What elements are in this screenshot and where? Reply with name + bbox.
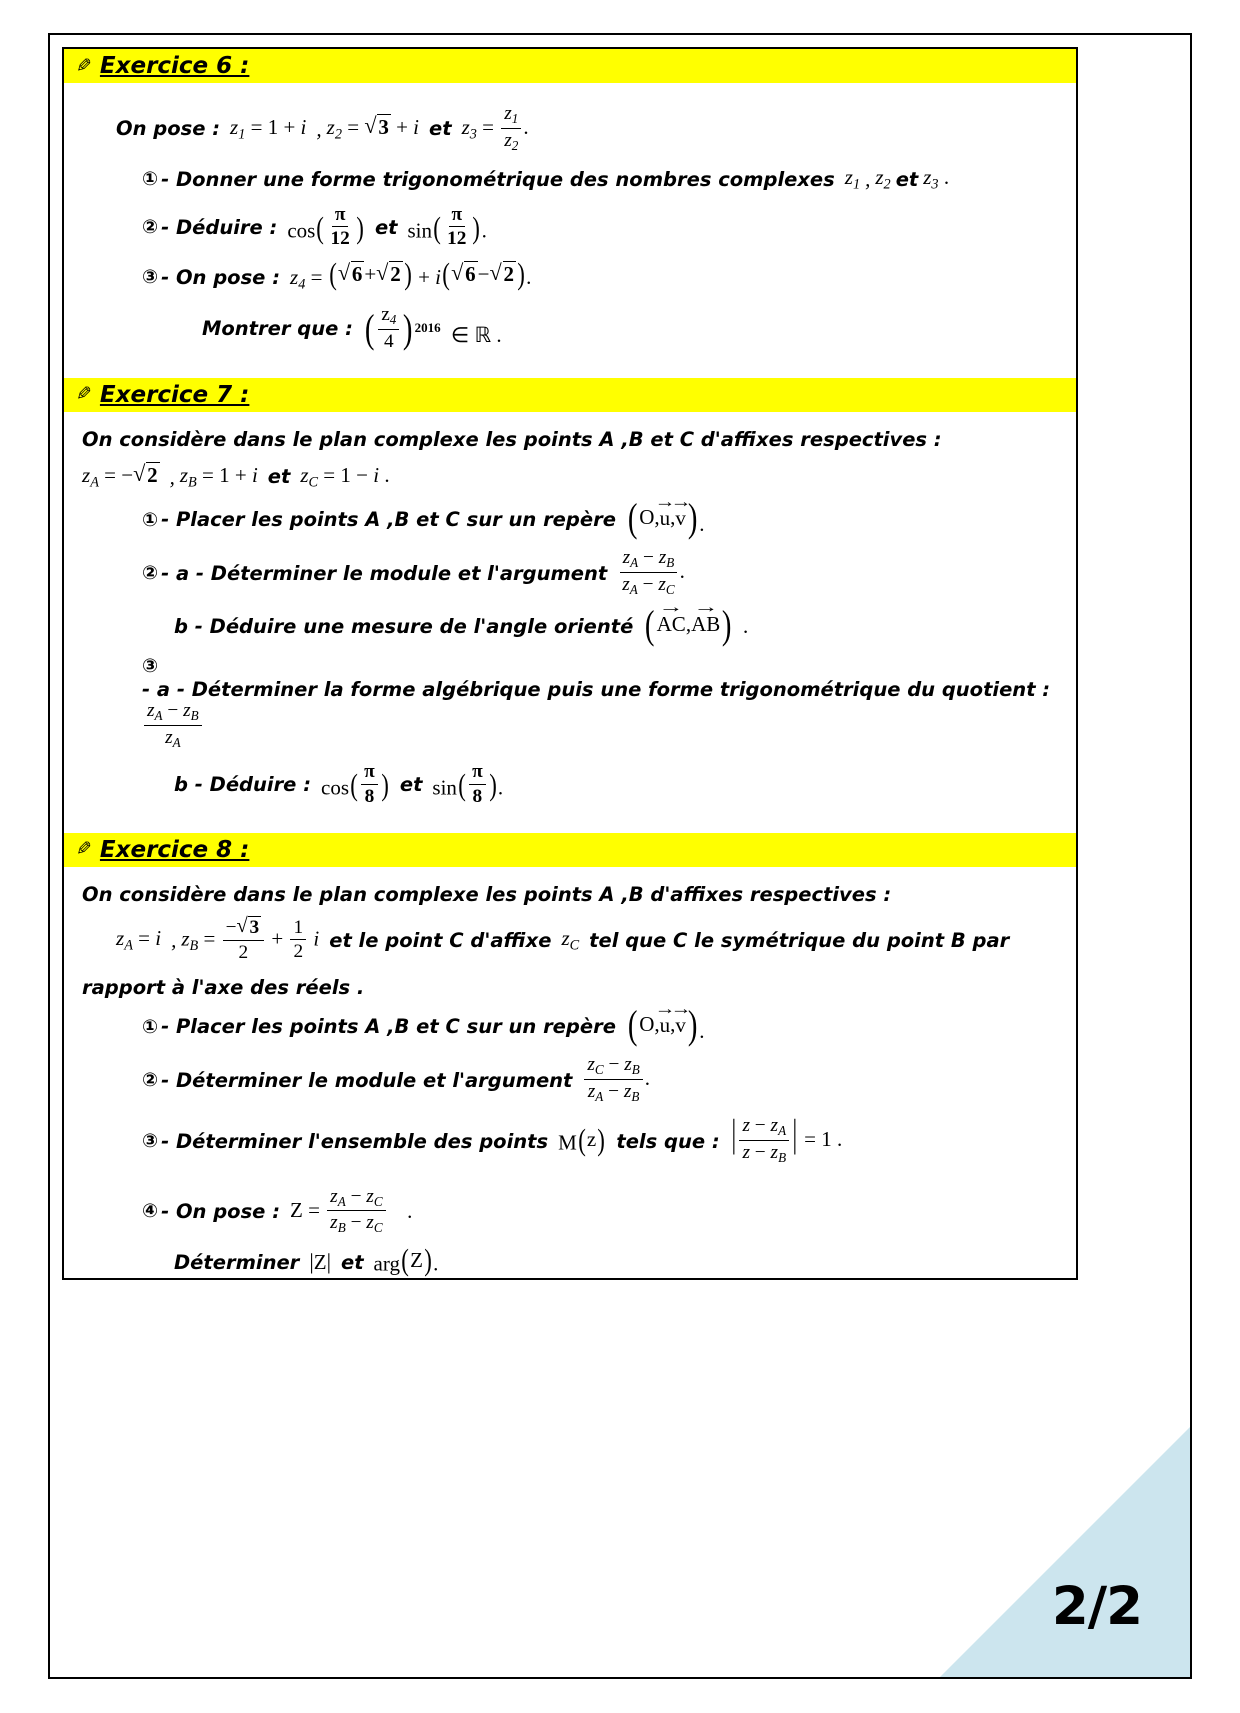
ex7-q2b-text: b - Déduire une mesure de l'angle orienté [174, 614, 634, 638]
pen-icon: ✎ [76, 55, 92, 77]
ex6-q3 [82, 257, 1058, 294]
ex6-z4-def: $z_4$ = ( √ 6 + √ 2 ) + i ( √ 6 − √ 2 ) . [290, 261, 531, 294]
ex8-q4: ④ - On pose : Z = $\frac{z_A - z_C}{z_B - z_C}$ . [142, 1185, 413, 1236]
ex7-num-3: ③ [142, 654, 159, 677]
ex8-zC: $z_C$ [561, 926, 580, 955]
ex8-and: et [340, 1250, 364, 1274]
ex8-num-4: ④ [142, 1200, 159, 1223]
ex6-num-2: ② [142, 216, 159, 239]
ex8-affixes: $z_A = i$ , $z_B$ = $\frac{- √ 3}{2}$ + $\frac{1}{2}$ i et le point C d'affixe $z_C$ tel que C le symétrique du point B par [82, 917, 1058, 964]
ex7-num-2: ② [142, 561, 159, 584]
ex8-mid3: rapport à l'axe des réels . [82, 975, 365, 999]
exercice-7-header [64, 378, 1076, 412]
page-number: 2/2 [1051, 1576, 1142, 1637]
ex7-q3a [82, 655, 1058, 752]
ex7-affixes: $z_A$ = − √ 2 , $z_B = 1 + i$ et $z_C = 1 - i$ . [82, 462, 1058, 492]
ex6-num-1: ① [142, 168, 159, 191]
ex7-num-1: ① [142, 508, 159, 531]
ex8-q2 [82, 1055, 1058, 1105]
ex8-absZ: |Z| [309, 1248, 331, 1274]
ex7-q2b: b - Déduire une mesure de l'angle orienté ( AC → , AB → ) . [82, 610, 1058, 644]
ex7-q2a [82, 548, 1058, 598]
ex6-cos-pi-12: cos ( $\frac{\pi}{12}$ ) [287, 204, 364, 250]
corner-decoration [940, 1427, 1190, 1677]
ex7-q3b-text: b - Déduire : [174, 773, 311, 797]
ex6-z1-def: $z_1 = 1 + i$ [230, 114, 307, 143]
ex6-statement: On pose : $z_1 = 1 + i$ , $z_2$ = √ 3 + i et $z_3$ = $\frac{z_1}{z_2}$ . [82, 104, 1058, 154]
ex7-and-1: et [267, 465, 291, 489]
ex8-zB: $z_B$ = $\frac{- √ 3}{2}$ + $\frac{1}{2}$ i [181, 917, 319, 964]
ex7-quotient-2: $\frac{z_A - z_B}{z_A}$ [142, 701, 204, 751]
ex8-num-2: ② [142, 1068, 159, 1091]
exercice-8-title: Exercice 8 : [99, 836, 250, 863]
exercice-7-body [64, 412, 1076, 833]
ex6-q1-text: - Donner une forme trigonométrique des nombres complexes [161, 167, 835, 191]
ex8-q4-end-text: Déterminer [174, 1250, 300, 1274]
ex6-q2-text: - Déduire : [161, 216, 278, 240]
ex7-quotient-1: $\frac{z_A - z_B}{z_A - z_C}$ . [617, 548, 685, 598]
ex7-cos-pi-8: cos ( $\frac{\pi}{8}$ ) [321, 761, 389, 807]
ex8-q3-text: - Déterminer l'ensemble des points [161, 1129, 549, 1153]
exercice-6-body [64, 83, 1076, 378]
ex8-mid3-line [82, 976, 1058, 999]
ex8-q3-mid: tels que : [616, 1129, 720, 1153]
ex8-Mz: M ( z ) [558, 1122, 606, 1157]
ex6-num-3: ③ [142, 266, 159, 289]
ex7-angle: ( AC → , AB → ) [643, 610, 733, 644]
ex8-mid1: et le point C d'affixe [329, 929, 552, 953]
ex8-q4-end [82, 1243, 1058, 1278]
ex6-z3-def: $z_3$ = $\frac{z_1}{z_2}$ . [461, 103, 529, 153]
ex8-num-3: ③ [142, 1130, 159, 1153]
ex6-z2-def: $z_2$ = √ 3 + i [327, 114, 419, 144]
ex8-condition: | $\frac{z - z_A}{z - z_B}$ | = 1 . [731, 1112, 843, 1166]
ex6-q3-text: - On pose : [161, 266, 280, 290]
ex6-q2 [82, 205, 1058, 250]
ex6-and-2: et [895, 167, 919, 191]
ex7-q1 [82, 495, 1058, 541]
ex7-q2a-text: - a - Déterminer le module et l'argument [161, 561, 608, 585]
ex8-num-1: ① [142, 1015, 159, 1038]
ex8-q1-text: - Placer les points A ,B et C sur un repère [161, 1015, 616, 1039]
exercice-8-header [64, 833, 1076, 867]
ex7-and-2: et [399, 773, 423, 797]
ex7-q3b [82, 762, 1058, 807]
ex8-Zdef: Z = $\frac{z_A - z_C}{z_B - z_C}$ [290, 1187, 388, 1237]
exercice-6-title: Exercice 6 : [99, 53, 250, 79]
ex7-sin-pi-8: sin ( $\frac{\pi}{8}$ ) . [432, 761, 504, 807]
exercice-6-header [64, 49, 1076, 83]
ex8-q2-text: - Déterminer le module et l'argument [161, 1068, 573, 1092]
ex8-intro-text: On considère dans le plan complexe les points A ,B d'affixes respectives : [82, 882, 892, 906]
ex7-repere: ( O , u → , v → ) . [626, 503, 705, 537]
ex6-and-3: et [374, 216, 398, 240]
ex6-q1: ① - Donner une forme trigonométrique des nombres complexes $z_1$ , $z_2$ et $z_3$ . [142, 165, 950, 193]
ex7-intro [82, 428, 1058, 451]
exercises-container [62, 47, 1078, 1280]
exercice-7-title: Exercice 7 : [99, 381, 250, 408]
ex6-q1-list-3: $z_3$ . [923, 165, 950, 193]
ex6-exponent: 2016 [414, 320, 441, 336]
ex6-q1-list-2: $z_2$ [875, 165, 891, 193]
ex8-q4-text: - On pose : [161, 1200, 280, 1224]
ex6-intro-label: On pose : [116, 117, 221, 141]
exercice-8-body [64, 867, 1076, 1302]
pen-icon: ✎ [76, 839, 92, 861]
ex8-q3 [82, 1112, 1058, 1166]
ex7-intro-text: On considère dans le plan complexe les points A ,B et C d'affixes respectives : [82, 427, 942, 451]
ex8-q1 [82, 1001, 1058, 1047]
ex7-zA: $z_A$ = − √ 2 [82, 462, 160, 492]
ex6-show-label: Montrer que : [202, 317, 353, 341]
ex7-q3a-text: - a - Déterminer la forme algébrique puis une forme trigonométrique du quotient : [142, 677, 1051, 701]
ex6-sin-pi-12: sin ( $\frac{\pi}{12}$ ) . [407, 204, 487, 250]
ex6-q3-show [82, 305, 1058, 353]
ex6-show-expr: ( $\frac{z_4}{4}$ ) $^{2016}$ ∈ ℝ . [364, 304, 502, 352]
ex8-zA: $z_A = i$ [116, 926, 162, 955]
ex8-argZ: arg ( Z ) . [373, 1243, 439, 1278]
ex8-quotient-1: $\frac{z_C - z_B}{z_A - z_B}$ . [582, 1055, 650, 1105]
ex7-zB: $z_B = 1 + i$ [179, 462, 258, 491]
ex8-intro [82, 883, 1058, 906]
ex8-mid2: tel que C le symétrique du point B par [589, 929, 1010, 953]
ex6-and-1: et [429, 117, 452, 141]
ex7-zC: $z_C = 1 - i$ . [300, 462, 390, 491]
ex6-q1-list: $z_1$ [844, 165, 861, 193]
pen-icon: ✎ [76, 384, 92, 406]
ex7-q1-text: - Placer les points A ,B et C sur un repère [161, 508, 616, 532]
ex8-repere: ( O , u → , v → ) . [626, 1010, 705, 1044]
